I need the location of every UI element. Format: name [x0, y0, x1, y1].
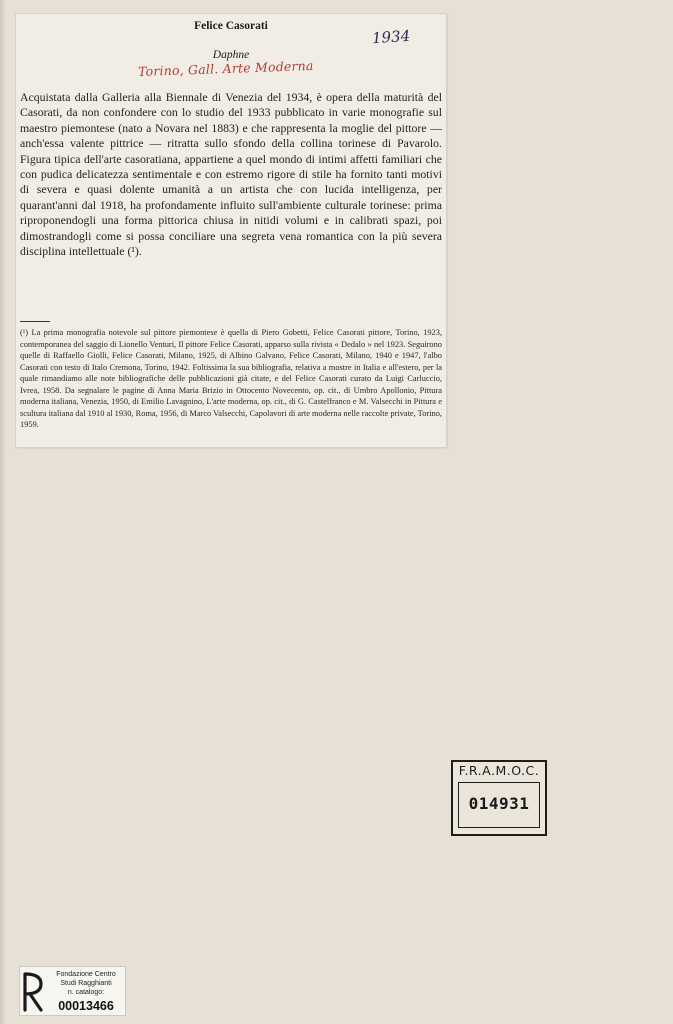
- document-clipping: [16, 14, 446, 447]
- stamp-number: 014931: [468, 794, 530, 813]
- archive-line-2: Studi Ragghianti: [60, 980, 112, 987]
- archive-institution: [48, 970, 124, 997]
- stamp-number-box: [458, 782, 540, 828]
- archive-catalog-label: [19, 966, 126, 1016]
- footnote-divider: [20, 321, 50, 322]
- sheet-edge: [0, 0, 6, 1024]
- stamp-label: F.R.A.M.O.C.: [458, 763, 540, 778]
- artist-title: Felice Casorati: [194, 20, 268, 32]
- ragghianti-r-logo-icon: [22, 970, 44, 1014]
- handwritten-year: 1934: [371, 26, 411, 48]
- archive-line-1: Fondazione Centro: [56, 971, 116, 978]
- catalog-number: 00013466: [58, 999, 114, 1013]
- archive-line-3: n. catalogo:: [67, 989, 105, 996]
- artwork-title: Daphne: [212, 49, 250, 61]
- footnote-text: (¹) La prima monografia notevole sul pittore piemontese è quella di Piero Gobetti, Felice Casorati pittore, Torino, 1923, contemporanea del saggio di Lionello Venturi, Il pittore Felice Casorati, apparso sulla rivista « Dedalo » nel 1923. Seguirono quelle di Raffaello Giolli, Felice Casorati, Milano, 1925, di Albino Galvano, Felice Casorati, Milano, 1940 e 1947, l'albo Casorati con testo di Italo Cremona, Torino, 1942. Foltissima la sua bibliografia, relativa a mostre in Italia e all'estero, per la quale rimandiamo alle note bibliografiche delle pubblicazioni già citate, e del Felice Casorati curato da Luigi Carluccio, Ivrea, 1958. Da segnalare le pagine di Anna Maria Brizio in Ottocento Novecento, op. cit., di Umbro Apollonio, Pittura moderna italiana, Venezia, 1950, di Emilio Lavagnino, L'arte moderna, op. cit., di G. Castelfranco e M. Valsecchi in Pittura e scultura italiana dal 1910 al 1930, Roma, 1956, di Marco Valsecchi, Capolavori di arte moderna nelle raccolte private, Torino, 1959.: [20, 328, 442, 429]
- handwritten-location: Torino, Gall. Arte Moderna: [137, 57, 314, 80]
- inventory-stamp: [451, 760, 547, 836]
- body-paragraph: Acquistata dalla Galleria alla Biennale di Venezia del 1934, è opera della maturità del Casorati, da non confondere con lo studio del 1933 pubblicato in varie monografie sul maestro piemontese (nato a Novara nel 1883) e che rappresenta la moglie del pittore — anch'essa valente pittrice — ritratta sullo sfondo della collina torinese di Pavarolo. Figura tipica dell'arte casoratiana, appartiene a quel mondo di intimi affetti familiari che con pudica delicatezza sentimentale e con estremo rigore di stile ha fornito tanti motivi di severa e quasi dolente umanità a un artista che con lucida intelligenza, per quarant'anni dal 1918, ha profondamente influito sull'ambiente culturale torinese: prima riproponendogli una forma pittorica chiusa in nitidi volumi e in calibrati spazi, poi dimostrandogli come si possa conciliare una segreta vena romantica con la più severa disciplina intellettuale (¹).: [20, 90, 442, 259]
